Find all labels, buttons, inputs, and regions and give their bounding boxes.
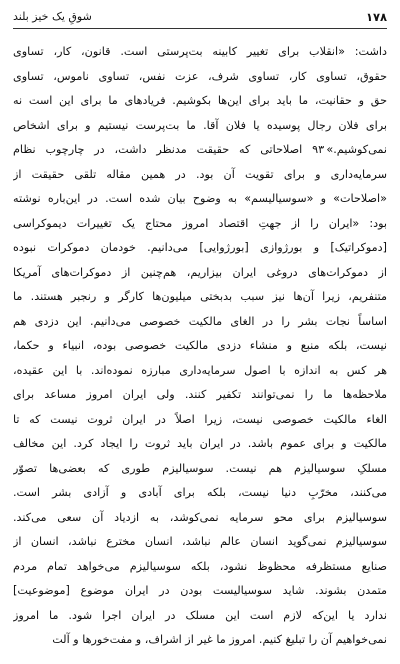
text-line: متمدن بشوند. شاید سوسیالیست بودن در ایران موضوع [موضوعیت] bbox=[13, 584, 387, 597]
text-line: مسلکِ سوسیالیزم هم نیست. سوسیالیزم طوری که بعضی‌ها تصوّر bbox=[13, 461, 387, 475]
text-line: حق و حقانیت، ما باید برای این‌ها بکوشیم. فریادهای ما برای این است نه bbox=[13, 94, 387, 107]
running-head bbox=[13, 8, 387, 26]
book-title: شوقِ یک خیز بلند bbox=[13, 10, 92, 23]
text-line: مالکیت و برای عموم باشد. در ایران باید ثروت را ایجاد کرد. این مخالف bbox=[13, 437, 387, 450]
text-line: نمی‌کوشیم.» ٩٣ اصلاحاتی که حقیقت مدنظر داشت، در چارچوب نظام bbox=[13, 143, 387, 156]
text-line: صنایع مستظرفه محظوظ نشود، بلکه سوسیالیزم می‌خواهد تمام مردم bbox=[13, 559, 387, 573]
text-line: می‌کنند، مخرّبِ دنیا نیست، بلکه برای آبادی و آزادی بشر است. bbox=[13, 486, 387, 499]
text-line: نیست، بلکه منبع و منشاء دزدی مالکیت خصوصی بوده، انبیاء و حکما، bbox=[13, 339, 387, 352]
text-line: هر کس به اندازه با اصول سرمایه‌داری مبارزه نموده‌اند. با این عقیده، bbox=[13, 363, 387, 377]
text-line: «اصلاحات» و «سوسیالیسم» به وضوح بیان شده است. در این‌باره نوشته bbox=[13, 192, 387, 205]
text-line: ملاحظه‌ها ما را نمی‌توانند تکفیر کنند. ولی ایران امروز مساعد برای bbox=[13, 388, 387, 401]
text-line: ندارد یا این‌که لازم است این مسلک در ایران اجرا شود. ما امروز bbox=[13, 608, 387, 622]
text-line: از دموکرات‌های دروغی ایران بیزاریم، هم‌چنین از دموکرات‌های آمریکا bbox=[13, 265, 387, 279]
text-line: الغاء مالکیت خصوصی نیست، زیرا اصلاً در ایران ثروت نیست که تا bbox=[13, 412, 387, 426]
text-line: [دموکراتیک] و بورژوازی [بورژوایی] می‌دانیم. خودمان دموکرات نبوده bbox=[13, 241, 387, 254]
body-text bbox=[13, 40, 387, 653]
text-line: اساساً نجات بشر را در الغای مالکیت خصوصی می‌دانیم. این دزدی هم bbox=[13, 314, 387, 328]
text-line: نمی‌خواهیم آن را تبلیغ کنیم. امروز ما غیر از اشراف، و مفت‌خورها و آلت bbox=[52, 633, 387, 646]
page-number: ۱۷۸ bbox=[365, 10, 387, 24]
text-line: برای فلان رجال پوسیده یا فلان آقا. ما بت‌پرست نیستیم و برای اشخاص bbox=[13, 118, 387, 132]
text-line: سرمایه‌داری و برای تقویت آن بود. در همین مقاله تلقی حقیقت از bbox=[13, 167, 387, 181]
text-line: حقوق، تساوی کار، تساوی شرف، عزت نفس، تساوی ناموس، تساوی bbox=[13, 69, 387, 83]
text-line: سوسیالیزم برای محو سرمایه نمی‌کوشد، به ازدیاد آن سعی می‌کند. bbox=[13, 510, 387, 524]
text-line: بود: «ایران را از جهتِ اقتصاد امروز محتاج یک تغییرات دیموکراسی bbox=[13, 216, 387, 230]
text-line: متنفریم، زیرا آن‌ها نیز سبب بدبختی میلیون‌ها کارگر و رنجبر هستند. ما bbox=[13, 290, 387, 303]
text-line: داشت: «انقلاب برای تغییر کابینه بت‌پرستی است. قانون، کار، تساوی bbox=[13, 45, 387, 58]
header-rule bbox=[13, 28, 387, 29]
text-line: سوسیالیزم نمی‌گوید انسان عالم نباشد، انسان مخترع نباشد، انسان از bbox=[13, 535, 387, 548]
